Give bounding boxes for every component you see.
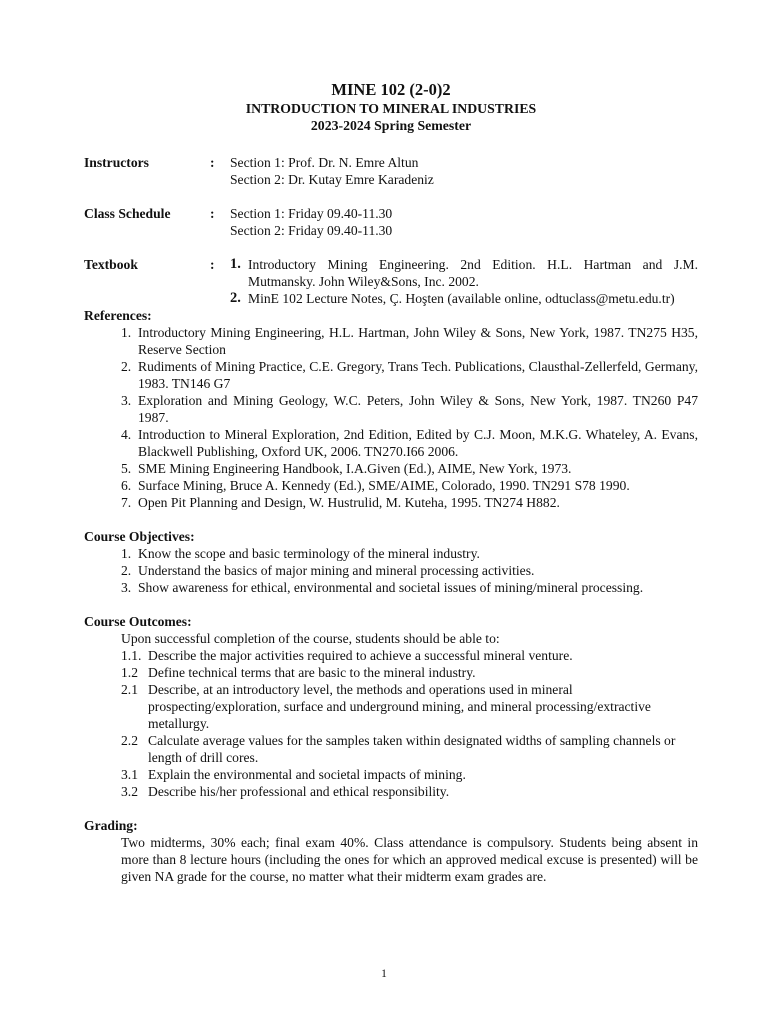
reference-text: Exploration and Mining Geology, W.C. Peters, John Wiley & Sons, New York, 1987. TN260 P47 1987. — [138, 393, 698, 425]
reference-item — [84, 426, 698, 460]
instructor-section-1: Section 1: Prof. Dr. N. Emre Altun — [230, 155, 419, 170]
outcome-item — [84, 732, 698, 766]
outcome-item — [84, 766, 698, 783]
outcomes-intro: Upon successful completion of the course, students should be able to: — [121, 631, 500, 646]
outcome-item — [84, 681, 698, 732]
colon: : — [210, 206, 215, 221]
outcomes-heading: Course Outcomes: — [84, 614, 192, 629]
document-page — [84, 80, 698, 885]
objective-item — [84, 562, 698, 579]
objective-number: 1. — [121, 546, 132, 561]
outcome-item — [84, 783, 698, 800]
outcome-number: 1.1. — [121, 648, 142, 663]
instructors-row — [84, 154, 698, 188]
reference-number: 2. — [121, 359, 132, 374]
schedule-label: Class Schedule — [84, 206, 171, 221]
outcome-text: Explain the environmental and societal impacts of mining. — [148, 767, 466, 782]
reference-item — [84, 477, 698, 494]
schedule-section-2: Section 2: Friday 09.40-11.30 — [230, 223, 393, 238]
reference-text: Rudiments of Mining Practice, C.E. Gregory, Trans Tech. Publications, Clausthal-Zellerfeld, Germany, 1983. TN146 G7 — [138, 359, 698, 391]
outcome-text: Define technical terms that are basic to the mineral industry. — [148, 665, 476, 680]
reference-item — [84, 358, 698, 392]
grading-heading: Grading: — [84, 818, 138, 833]
textbook-text: Introductory Mining Engineering. 2nd Edition. H.L. Hartman and J.M. Mutmansky. John Wiley&Sons, Inc. 2002. — [248, 257, 698, 289]
outcome-number: 3.1 — [121, 767, 138, 782]
objective-item — [84, 579, 698, 596]
outcome-number: 3.2 — [121, 784, 138, 799]
objective-number: 3. — [121, 580, 132, 595]
textbook-item — [230, 290, 698, 307]
objective-text: Know the scope and basic terminology of the mineral industry. — [138, 546, 480, 561]
outcome-item — [84, 664, 698, 681]
reference-item — [84, 460, 698, 477]
course-title: INTRODUCTION TO MINERAL INDUSTRIES — [245, 101, 537, 116]
instructor-section-2: Section 2: Dr. Kutay Emre Karadeniz — [230, 172, 434, 187]
objective-number: 2. — [121, 563, 132, 578]
instructors-label: Instructors — [84, 155, 149, 170]
objective-text: Show awareness for ethical, environmental and societal issues of mining/mineral processing. — [138, 580, 644, 595]
document-header — [84, 80, 698, 134]
textbook-item — [230, 256, 698, 290]
objectives-heading: Course Objectives: — [84, 529, 195, 544]
outcomes-section — [84, 613, 698, 800]
reference-text: SME Mining Engineering Handbook, I.A.Given (Ed.), AIME, New York, 1973. — [138, 461, 572, 476]
schedule-section-1: Section 1: Friday 09.40-11.30 — [230, 206, 393, 221]
textbook-number: 1. — [230, 256, 241, 272]
schedule-row — [84, 205, 698, 239]
objective-item — [84, 545, 698, 562]
textbook-row — [84, 256, 698, 307]
outcome-number: 2.2 — [121, 733, 138, 748]
course-info — [84, 154, 698, 307]
objectives-section — [84, 528, 698, 596]
reference-text: Surface Mining, Bruce A. Kennedy (Ed.), SME/AIME, Colorado, 1990. TN291 S78 1990. — [138, 478, 630, 493]
reference-number: 7. — [121, 495, 132, 510]
grading-section — [84, 817, 698, 885]
reference-item — [84, 324, 698, 358]
reference-number: 1. — [121, 325, 132, 340]
references-heading: References: — [84, 308, 152, 323]
reference-text: Introductory Mining Engineering, H.L. Hartman, John Wiley & Sons, New York, 1987. TN275 H35, Reserve Section — [138, 325, 698, 357]
reference-text: Introduction to Mineral Exploration, 2nd Edition, Edited by C.J. Moon, M.K.G. Whateley, A. Evans, Blackwell Publishing, Oxford UK, 2006. TN270.I66 2006. — [138, 427, 698, 459]
reference-number: 5. — [121, 461, 132, 476]
reference-text: Open Pit Planning and Design, W. Hustrulid, M. Kuteha, 1995. TN274 H882. — [138, 495, 560, 510]
objective-text: Understand the basics of major mining and mineral processing activities. — [138, 563, 535, 578]
colon: : — [210, 257, 215, 272]
grading-text: Two midterms, 30% each; final exam 40%. Class attendance is compulsory. Students being absent in more than 8 lecture hours (including the ones for which an approved medical excuse is presented) will be given NA grade for the course, no matter what their midterm exam grades are. — [121, 835, 698, 884]
outcome-text: Describe his/her professional and ethical responsibility. — [148, 784, 450, 799]
outcome-number: 1.2 — [121, 665, 138, 680]
reference-number: 6. — [121, 478, 132, 493]
reference-item — [84, 392, 698, 426]
course-code: MINE 102 (2-0)2 — [331, 80, 451, 99]
semester: 2023-2024 Spring Semester — [310, 118, 472, 133]
page-number: 1 — [381, 968, 387, 980]
outcome-number: 2.1 — [121, 682, 138, 697]
colon: : — [210, 155, 215, 170]
reference-number: 4. — [121, 427, 132, 442]
outcome-item — [84, 647, 698, 664]
reference-number: 3. — [121, 393, 132, 408]
outcome-text: Describe the major activities required to achieve a successful mineral venture. — [148, 648, 573, 663]
textbook-label: Textbook — [84, 257, 138, 272]
textbook-text: MinE 102 Lecture Notes, Ç. Hoşten (available online, odtuclass@metu.edu.tr) — [248, 291, 675, 306]
reference-item — [84, 494, 698, 511]
textbook-number: 2. — [230, 290, 241, 306]
references-section — [84, 307, 698, 511]
outcome-text: Describe, at an introductory level, the methods and operations used in mineral prospecting/exploration, surface and underground mining, and mineral processing/extractive metallurgy. — [148, 682, 651, 731]
outcome-text: Calculate average values for the samples taken within designated widths of sampling channels or length of drill cores. — [148, 733, 676, 765]
